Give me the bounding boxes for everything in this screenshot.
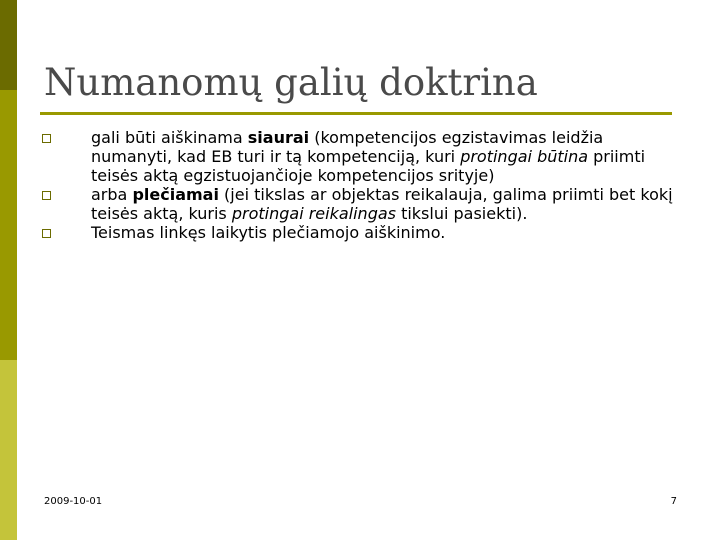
square-bullet-icon	[42, 134, 51, 143]
bullet-text: Teismas linkęs laikytis plečiamojo aiškinimo.	[91, 223, 446, 242]
bullet-item	[42, 185, 682, 223]
square-bullet-icon	[42, 229, 51, 238]
emphasis-bold: plečiamai	[132, 185, 219, 204]
bullet-item	[42, 223, 682, 242]
left-accent-bar-middle	[0, 90, 17, 360]
left-accent-bar-bottom	[0, 360, 17, 540]
page-number: 7	[670, 496, 677, 507]
left-accent-bar-top	[0, 0, 17, 90]
bullet-list	[42, 128, 682, 242]
bullet-item	[42, 128, 682, 185]
title-underline	[40, 112, 672, 115]
emphasis-italic: protingai būtina	[460, 147, 589, 166]
emphasis-bold: siaurai	[247, 128, 310, 147]
footer-date: 2009-10-01	[44, 496, 103, 507]
emphasis-italic: protingai reikalingas	[231, 204, 396, 223]
square-bullet-icon	[42, 191, 51, 200]
bullet-text: gali būti aiškinama siaurai (kompetencijos egzistavimas leidžia numanyti, kad EB turi ir tą kompetenciją, kuri protingai būtina priimti teisės aktą egzistuojančioje kompetencijos srityje)	[91, 128, 646, 185]
bullet-text: arba plečiamai (jei tikslas ar objektas reikalauja, galima priimti bet kokį teisės aktą, kuris protingai reikalingas tikslui pasiekti).	[91, 185, 673, 223]
slide-title: Numanomų galių doktrina	[44, 61, 538, 104]
